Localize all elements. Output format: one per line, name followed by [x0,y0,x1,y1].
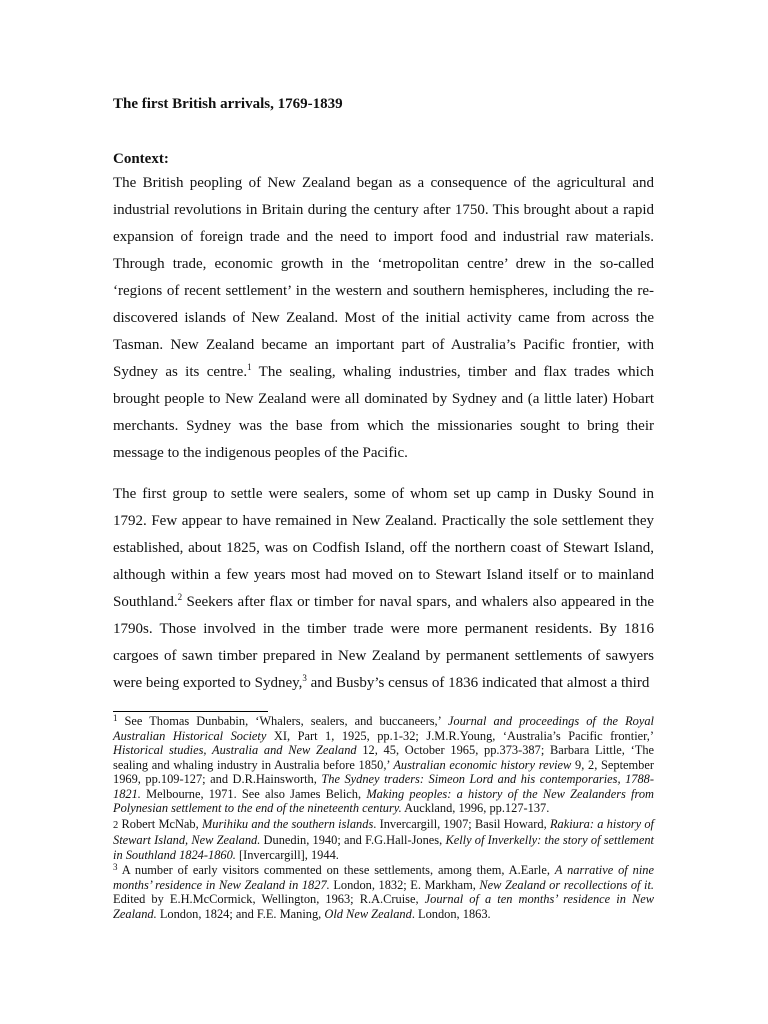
footnote-3-text-5: . London, 1863. [411,906,491,921]
context-heading: Context: [113,151,169,167]
footnote-1-text-3: 12, 45, October 1965, pp.373-387; Barbara Little, ‘The sealing and whaling industry in Australia before 1850,’ [113,743,655,772]
footnote-1 [113,714,654,816]
footnote-ref-3[interactable]: 3 [302,673,307,683]
footnote-3-italic-1: A narrative of nine months’ residence in New Zealand in 1827. [113,863,654,892]
footnote-1-italic-3: Australian economic history review [393,757,572,772]
footnote-1-text-1: See Thomas Dunbabin, ‘Whalers, sealers, and buccaneers,’ [117,714,448,728]
footnote-1-italic-2: Historical studies, Australia and New Zealand [113,743,357,757]
footnote-3 [113,863,654,921]
footnote-3-italic-3: Journal of a ten months’ residence in New Zealand. [113,892,655,921]
footnote-1-italic-4: The Sydney traders: Simeon Lord and his contemporaries, 1788-1821. [113,772,654,801]
footnote-1-text-5: Melbourne, 1971. See also James Belich, [140,786,367,801]
footnotes [113,714,654,922]
footnote-1-text-2: XI, Part 1, 1925, pp.1-32; J.M.R.Young, ‘Australia’s Pacific frontier,’ [266,728,654,743]
footnote-2-text-1: Robert McNab, [118,816,202,831]
footnote-2-text-2: . Invercargill, 1907; Basil Howard, [373,816,550,831]
footnote-1-text-4: 9, 2, September 1969, pp.109-127; and D.R.Hainsworth, [113,757,654,786]
footnote-2-number: 2 [113,819,119,831]
footnote-2-italic-1: Murihiku and the southern islands [201,816,374,831]
footnote-ref-2[interactable]: 2 [177,592,183,602]
footnote-2-text-4: [Invercargill], 1944. [235,847,339,862]
paragraph-2-text-a: The first group to settle were sealers, some of whom set up camp in Dusky Sound in 1792. Few appear to have remained in New Zealand. Practically the sole settlement they established, about 1825, was on Codfish Island, off the northern coast of Stewart Island, although within a few years most had moved on to Stewart Island itself or to mainland Southland. [113,486,654,610]
footnote-1-italic-5: Making peoples: a history of the New Zealanders from Polynesian settlement to the end of the nineteenth century. [113,786,654,815]
paragraph-1-text-b: The sealing, whaling industries, timber and flax trades which brought people to New Zealand were all dominated by Sydney and (a little later) Hobart merchants. Sydney was the base from which the missionaries sought to bring their message to the indigenous peoples of the Pacific. [113,364,654,461]
paragraph-2-text-b: Seekers after flax or timber for naval spars, and whalers also appeared in the 1790s. Those involved in the timber trade were more permanent residents. By 1816 cargoes of sawn timber prepared in New Zealand by permanent settlements of sawyers were being exported to Sydney, [113,594,654,691]
footnote-3-number: 3 [113,862,118,872]
footnote-3-text-1: A number of early visitors commented on these settlements, among them, A.Earle, [117,863,555,877]
document-title: The first British arrivals, 1769-1839 [113,96,343,112]
paragraph-1 [113,170,654,467]
footnote-1-italic-1: Journal and proceedings of the Royal Australian Historical Society [113,714,654,743]
footnote-1-number: 1 [113,713,118,723]
paragraph-2-text-c: and Busby’s census of 1836 indicated that almost a third [306,675,650,691]
footnote-ref-1[interactable]: 1 [247,362,252,372]
footnote-3-text-3: Edited by E.H.McCormick, Wellington, 1963; R.A.Cruise, [113,892,425,906]
footnote-2-italic-3: Kelly of Inverkelly: the story of settlement in Southland 1824-1860. [113,833,654,862]
footnote-3-text-2: London, 1832; E. Markham, [329,877,480,892]
footnote-1-text-6: Auckland, 1996, pp.127-137. [401,801,550,815]
footnote-2-text-3: Dunedin, 1940; and F.G.Hall-Jones, [260,833,446,847]
footnote-3-text-4: London, 1824; and F.E. Maning, [156,906,325,921]
footnote-3-italic-4: Old New Zealand [324,906,412,921]
footnote-2 [113,817,654,863]
footnote-3-italic-2: New Zealand or recollections of it. [479,877,655,892]
footnote-2-italic-2: Rakiura: a history of Stewart Island, New Zealand. [113,816,654,847]
paragraph-1-text-a: The British peopling of New Zealand began as a consequence of the agricultural and industrial revolutions in Britain during the century after 1750. This brought about a rapid expansion of foreign trade and the need to import food and industrial raw materials. Through trade, economic growth in the ‘metropolitan centre’ drew in the so-called ‘regions of recent settlement’ in the western and southern hemispheres, including the re-discovered islands of New Zealand. Most of the initial activity came from across the Tasman. New Zealand became an important part of Australia’s Pacific frontier, with Sydney as its centre. [113,175,654,380]
footnote-divider [113,711,268,712]
paragraph-2 [113,481,654,697]
